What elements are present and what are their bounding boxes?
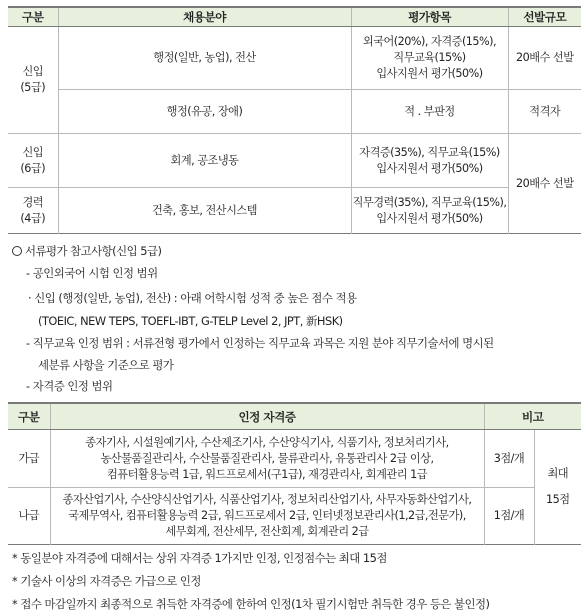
row-scale: 20배수 선발: [508, 134, 581, 234]
header-category: 구분: [8, 7, 58, 27]
table-row: [8, 488, 581, 545]
max-points: 최대 15점: [534, 430, 581, 545]
row-criteria: 직무경력(35%), 직무교육(15%), 입사지원서 평가(50%): [351, 188, 508, 234]
row-criteria: 적 . 부판정: [351, 90, 508, 134]
header-remarks: 비고: [484, 403, 581, 430]
certificate-table: [8, 402, 581, 545]
header-criteria: 평가항목: [351, 7, 508, 27]
circle-bullet-icon: [12, 246, 22, 256]
row-grade: 나급: [18, 509, 40, 522]
table-row: [8, 27, 581, 90]
note-line: - 공인외국어 시험 인정 범위: [26, 266, 158, 280]
table-row: [8, 188, 581, 234]
selection-table: [8, 6, 581, 234]
note-line: - 직무교육 인정 범위 : 서류전형 평가에서 인정하는 직무교육 과목은 지원 분야 직무기술서에 명시된: [26, 336, 494, 350]
header-grade: 구분: [8, 403, 50, 430]
selection-table-header: [8, 7, 581, 27]
row-certs: 종자기사, 시설원예기사, 수산제조기사, 수산양식기사, 식품기사, 정보처리기사, 농산물품질관리사, 수산물품질관리사, 물류관리사, 유통관리사 2급 이상, 컴퓨터활용능력 1급, 워드프로세서(구1급), 재경관리사, 회계관리 1급: [50, 430, 484, 488]
row-certs: 종자산업기사, 수산양식산업기사, 식품산업기사, 정보처리산업기사, 사무자동화산업기사, 국제무역사, 컴퓨터활용능력 2급, 워드프로세서 2급, 인터넷정보관리사(1,2급,전문가), 세무회계, 전산세무, 전산회계, 회계관리 2급: [50, 488, 484, 545]
note-line: 세분류 사항을 기준으로 평가: [38, 358, 174, 372]
header-field: 채용분야: [58, 7, 351, 27]
footnote: * 접수 마감일까지 최종적으로 취득한 자격증에 한하여 인정(1차 필기시험만 취득한 경우 등은 불인정): [12, 597, 490, 611]
row-criteria: 자격증(35%), 직무교육(15%) 입사지원서 평가(50%): [351, 134, 508, 188]
row-field: 행정(일반, 농업), 전산: [58, 27, 351, 90]
certificate-table-header: [8, 403, 581, 430]
row-field: 회계, 공조냉동: [58, 134, 351, 188]
footnote: * 동일분야 자격증에 대해서는 상위 자격증 1가지만 인정, 인정점수는 최대 15점: [12, 551, 387, 565]
row-group: 경력 (4급): [20, 195, 46, 225]
row-group: 신입 (5급): [8, 27, 58, 134]
table-row: [8, 134, 581, 188]
row-grade: 가급: [8, 430, 50, 488]
footnote: * 기술사 이상의 자격증은 가급으로 인정: [12, 574, 201, 588]
row-points: 1점/개: [484, 488, 534, 545]
row-group: 신입 (6급): [8, 134, 58, 188]
header-certs: 인정 자격증: [50, 403, 484, 430]
note-line: (TOEIC, NEW TEPS, TOEFL-IBT, G-TELP Level 2, JPT, 新HSK): [38, 314, 343, 328]
table-row: [8, 430, 581, 488]
row-scale: 적격자: [508, 90, 581, 134]
row-scale: 20배수 선발: [508, 27, 581, 90]
notes-heading: 서류평가 참고사항(신입 5급): [12, 243, 161, 259]
table-row: [8, 90, 581, 134]
row-field: 건축, 홍보, 전산시스템: [58, 188, 351, 234]
header-scale: 선발규모: [508, 7, 581, 27]
note-line: - 자격증 인정 범위: [26, 379, 113, 393]
row-criteria: 외국어(20%), 자격증(15%), 직무교육(15%) 입사지원서 평가(50%): [351, 27, 508, 90]
note-line: · 신입 (행정(일반, 농업), 전산) : 아래 어학시험 성적 중 높은 점수 적용: [28, 291, 357, 305]
row-points: 3점/개: [484, 430, 534, 488]
row-field: 행정(유공, 장애): [58, 90, 351, 134]
